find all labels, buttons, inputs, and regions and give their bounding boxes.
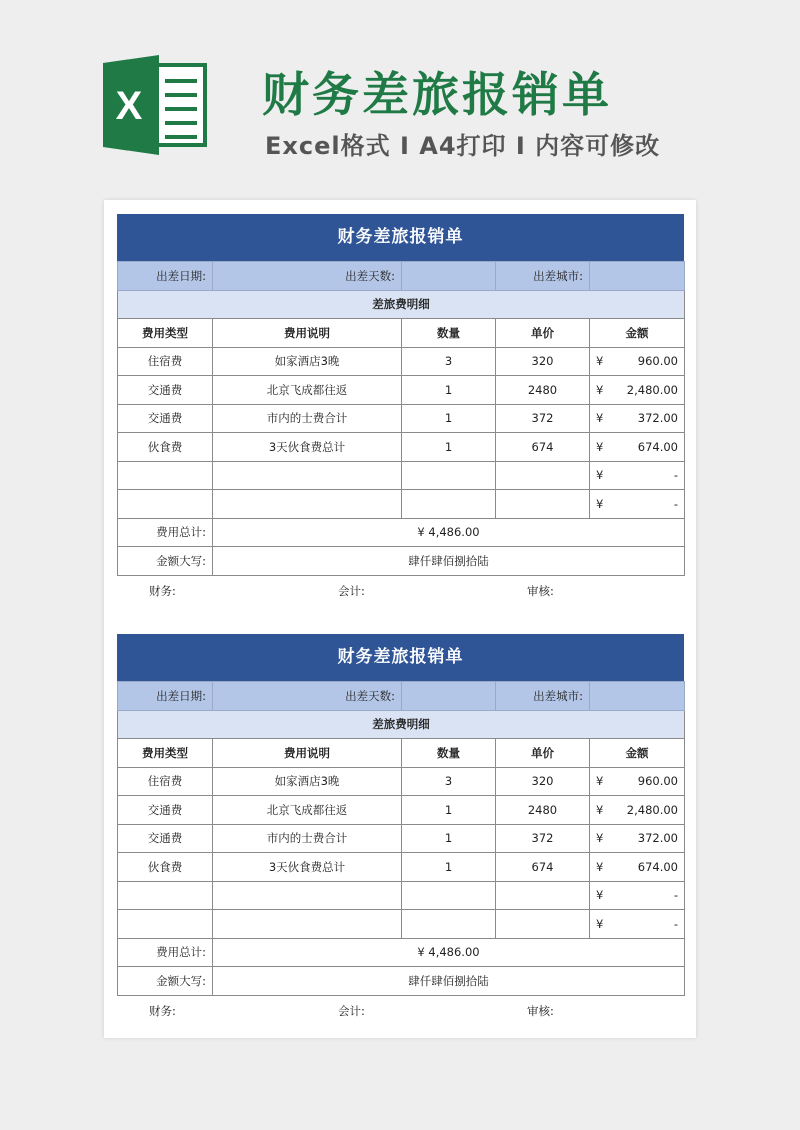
amount-in-words-label: 金额大写: — [118, 547, 213, 576]
table-row — [118, 461, 685, 490]
cell-qty[interactable] — [402, 881, 496, 910]
currency-symbol: ¥ — [596, 411, 604, 426]
cell-desc[interactable]: 市内的士费合计 — [213, 404, 402, 433]
cell-qty[interactable]: 1 — [402, 433, 496, 462]
hero-subtitle: Excel格式 I A4打印 I 内容可修改 — [265, 132, 661, 160]
cell-desc[interactable] — [213, 461, 402, 490]
cell-desc[interactable]: 北京飞成都往返 — [213, 376, 402, 405]
cell-type[interactable]: 交通费 — [118, 796, 213, 825]
table-row — [118, 796, 685, 825]
currency-symbol: ¥ — [596, 831, 604, 846]
header-qty: 数量 — [402, 319, 496, 348]
trip-city-value[interactable] — [590, 682, 685, 711]
finance-signature-label: 财务: — [149, 1003, 176, 1018]
cell-desc[interactable]: 如家酒店3晚 — [213, 767, 402, 796]
cell-price[interactable]: 372 — [496, 404, 590, 433]
cell-type[interactable]: 交通费 — [118, 824, 213, 853]
table-header-row — [118, 319, 685, 348]
cell-type[interactable]: 住宿费 — [118, 767, 213, 796]
cell-desc[interactable]: 3天伙食费总计 — [213, 433, 402, 462]
table-row — [118, 347, 685, 376]
cell-qty[interactable] — [402, 490, 496, 519]
cell-type[interactable] — [118, 910, 213, 939]
cell-qty[interactable]: 1 — [402, 824, 496, 853]
cell-qty[interactable]: 3 — [402, 767, 496, 796]
cell-qty[interactable]: 1 — [402, 404, 496, 433]
header-desc: 费用说明 — [213, 739, 402, 768]
cell-price[interactable]: 2480 — [496, 796, 590, 825]
amount-value: 2,480.00 — [626, 382, 678, 397]
amount-value: 960.00 — [637, 774, 678, 789]
amount-in-words-value[interactable]: 肆仟肆佰捌拾陆 — [213, 547, 685, 576]
table-row — [118, 404, 685, 433]
header-type: 费用类型 — [118, 739, 213, 768]
cell-desc[interactable] — [213, 881, 402, 910]
currency-symbol: ¥ — [596, 802, 604, 817]
trip-days-value[interactable] — [402, 682, 496, 711]
excel-logo-letter: X — [115, 84, 143, 128]
cell-type[interactable]: 伙食费 — [118, 433, 213, 462]
total-label: 费用总计: — [118, 938, 213, 967]
cell-amount[interactable] — [590, 461, 685, 490]
cell-amount[interactable] — [590, 376, 685, 405]
paper-sheet — [104, 200, 696, 1038]
cell-desc[interactable] — [213, 910, 402, 939]
currency-symbol: ¥ — [596, 859, 604, 874]
cell-amount[interactable] — [590, 433, 685, 462]
review-signature-label: 审核: — [527, 1003, 554, 1018]
cell-price[interactable]: 2480 — [496, 376, 590, 405]
cell-type[interactable]: 交通费 — [118, 376, 213, 405]
table-row — [118, 433, 685, 462]
trip-city-label: 出差城市: — [496, 682, 590, 711]
trip-info-row — [118, 682, 685, 711]
cell-price[interactable]: 674 — [496, 433, 590, 462]
cell-price[interactable]: 320 — [496, 347, 590, 376]
cell-price[interactable] — [496, 881, 590, 910]
cell-desc[interactable] — [213, 490, 402, 519]
trip-days-value[interactable] — [402, 262, 496, 291]
cell-price[interactable] — [496, 910, 590, 939]
cell-price[interactable] — [496, 461, 590, 490]
total-value[interactable]: ¥ 4,486.00 — [213, 518, 685, 547]
total-value[interactable]: ¥ 4,486.00 — [213, 938, 685, 967]
finance-signature-label: 财务: — [149, 583, 176, 598]
trip-info-row — [118, 262, 685, 291]
cell-desc[interactable]: 如家酒店3晚 — [213, 347, 402, 376]
excel-logo-icon — [103, 55, 209, 155]
total-row — [118, 518, 685, 547]
accountant-signature-label: 会计: — [338, 583, 365, 598]
currency-symbol: ¥ — [596, 439, 604, 454]
cell-price[interactable] — [496, 490, 590, 519]
amount-value: 2,480.00 — [626, 802, 678, 817]
cell-type[interactable] — [118, 490, 213, 519]
cell-desc[interactable]: 北京飞成都往返 — [213, 796, 402, 825]
header-price: 单价 — [496, 739, 590, 768]
cell-qty[interactable]: 1 — [402, 376, 496, 405]
currency-symbol: ¥ — [596, 354, 604, 369]
table-row — [118, 376, 685, 405]
cell-qty[interactable]: 3 — [402, 347, 496, 376]
signature-row — [117, 996, 684, 1026]
form-title: 财务差旅报销单 — [117, 214, 684, 261]
amount-value: - — [673, 496, 678, 511]
amount-value: 372.00 — [637, 831, 678, 846]
amount-value: - — [673, 916, 678, 931]
header-amount: 金额 — [590, 739, 685, 768]
expense-table — [117, 261, 685, 576]
table-row — [118, 767, 685, 796]
cell-price[interactable]: 320 — [496, 767, 590, 796]
cell-amount[interactable] — [590, 824, 685, 853]
hero-banner — [0, 0, 800, 190]
trip-city-label: 出差城市: — [496, 262, 590, 291]
reimbursement-form-1 — [117, 214, 684, 606]
header-amount: 金额 — [590, 319, 685, 348]
cell-type[interactable] — [118, 881, 213, 910]
cell-amount[interactable] — [590, 404, 685, 433]
cell-type[interactable]: 伙食费 — [118, 853, 213, 882]
amount-value: 674.00 — [637, 859, 678, 874]
amount-value: 674.00 — [637, 439, 678, 454]
cell-qty[interactable] — [402, 910, 496, 939]
amount-in-words-value[interactable]: 肆仟肆佰捌拾陆 — [213, 967, 685, 996]
hero-title: 财务差旅报销单 — [262, 68, 612, 123]
cell-qty[interactable]: 1 — [402, 796, 496, 825]
trip-date-label: 出差日期: — [118, 682, 213, 711]
cell-amount[interactable] — [590, 796, 685, 825]
header-price: 单价 — [496, 319, 590, 348]
table-row — [118, 824, 685, 853]
amount-in-words-row — [118, 547, 685, 576]
cell-type[interactable]: 交通费 — [118, 404, 213, 433]
cell-desc[interactable]: 3天伙食费总计 — [213, 853, 402, 882]
trip-days-label: 出差天数: — [213, 682, 402, 711]
amount-value: - — [673, 888, 678, 903]
currency-symbol: ¥ — [596, 382, 604, 397]
table-row — [118, 853, 685, 882]
header-qty: 数量 — [402, 739, 496, 768]
expense-table — [117, 681, 685, 996]
cell-type[interactable]: 住宿费 — [118, 347, 213, 376]
currency-symbol: ¥ — [596, 496, 604, 511]
table-header-row — [118, 739, 685, 768]
amount-in-words-row — [118, 967, 685, 996]
cell-price[interactable]: 674 — [496, 853, 590, 882]
amount-value: - — [673, 468, 678, 483]
amount-value: 372.00 — [637, 411, 678, 426]
currency-symbol: ¥ — [596, 888, 604, 903]
reimbursement-form-2 — [117, 634, 684, 1026]
amount-value: 960.00 — [637, 354, 678, 369]
cell-amount[interactable] — [590, 881, 685, 910]
header-desc: 费用说明 — [213, 319, 402, 348]
accountant-signature-label: 会计: — [338, 1003, 365, 1018]
table-row — [118, 881, 685, 910]
cell-desc[interactable]: 市内的士费合计 — [213, 824, 402, 853]
signature-row — [117, 576, 684, 606]
cell-qty[interactable] — [402, 461, 496, 490]
currency-symbol: ¥ — [596, 916, 604, 931]
cell-amount[interactable] — [590, 347, 685, 376]
currency-symbol: ¥ — [596, 774, 604, 789]
table-row — [118, 910, 685, 939]
total-label: 费用总计: — [118, 518, 213, 547]
cell-amount[interactable] — [590, 767, 685, 796]
cell-amount[interactable] — [590, 490, 685, 519]
review-signature-label: 审核: — [527, 583, 554, 598]
currency-symbol: ¥ — [596, 468, 604, 483]
section-title: 差旅费明细 — [118, 710, 685, 739]
section-row — [118, 710, 685, 739]
cell-price[interactable]: 372 — [496, 824, 590, 853]
cell-amount[interactable] — [590, 853, 685, 882]
cell-qty[interactable]: 1 — [402, 853, 496, 882]
section-row — [118, 290, 685, 319]
trip-city-value[interactable] — [590, 262, 685, 291]
total-row — [118, 938, 685, 967]
trip-days-label: 出差天数: — [213, 262, 402, 291]
form-title: 财务差旅报销单 — [117, 634, 684, 681]
cell-type[interactable] — [118, 461, 213, 490]
trip-date-label: 出差日期: — [118, 262, 213, 291]
amount-in-words-label: 金额大写: — [118, 967, 213, 996]
table-row — [118, 490, 685, 519]
section-title: 差旅费明细 — [118, 290, 685, 319]
header-type: 费用类型 — [118, 319, 213, 348]
cell-amount[interactable] — [590, 910, 685, 939]
